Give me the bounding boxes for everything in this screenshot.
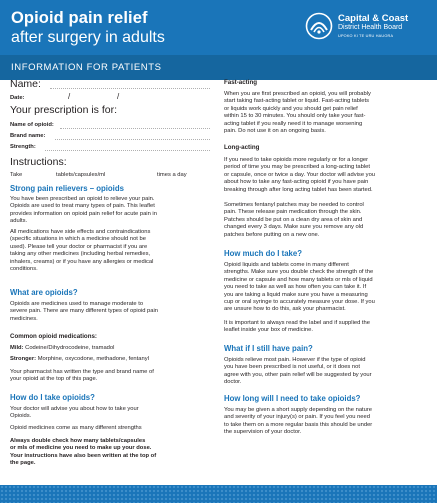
heading-long-acting: Long-acting <box>224 144 260 151</box>
brand-name-label: Brand name: <box>10 133 46 139</box>
text-line: acting tablet if you really need it to manage worsening <box>224 120 363 127</box>
text-line: the supervision of your doctor. <box>224 429 302 436</box>
heading-still-have-pain: What if I still have pain? <box>224 344 313 353</box>
heading-common-medications: Common opioid medications: <box>10 333 97 340</box>
text-line: All medications have side effects and contraindications <box>10 229 151 235</box>
text-line: you need to take as well as how often you can take it. If <box>224 284 367 291</box>
opioid-name-label: Name of opioid: <box>10 122 54 128</box>
logo-mark-icon <box>305 12 333 40</box>
text-line: start taking fast-acting tablet or liquid. Fast-acting tablets <box>224 98 369 105</box>
text-line: are unsure how to do this, ask your pharmacist. <box>224 306 346 313</box>
text-line: Opioids. <box>10 413 32 420</box>
name-line[interactable] <box>50 88 210 89</box>
text-line: Always double check how many tablets/capsules <box>10 438 146 444</box>
text-line: Opioids are medicines used to manage moderate to <box>10 301 144 307</box>
heading-how-to-take: How do I take opioids? <box>10 393 95 402</box>
text-line: you have been prescribed is not useful, or it does not <box>224 364 360 371</box>
right-paragraph-7 <box>224 407 372 437</box>
logo-line-1: Capital & Coast <box>338 13 409 24</box>
text-line: When you are first prescribed an opioid, you will probably <box>224 91 371 97</box>
text-line: adults. <box>10 218 28 225</box>
left-paragraph-7 <box>10 438 156 468</box>
mild-row <box>10 345 114 352</box>
dhb-logo <box>305 10 435 50</box>
heading-what-are-opioids: What are opioids? <box>10 288 78 297</box>
text-line: Opioid liquids and tablets come in many different <box>224 262 349 268</box>
text-line: It is important to always read the label and if supplied the <box>224 320 370 326</box>
text-line: conditions. <box>10 266 38 273</box>
take-label: Take <box>10 172 23 178</box>
strength-line[interactable] <box>45 150 210 151</box>
instructions-label: Instructions: <box>10 156 67 168</box>
text-line: Your pharmacist has written the type and brand name of <box>10 369 154 375</box>
text-line: Your doctor will advise you about how to take your <box>10 406 139 412</box>
text-line: and severity of your injury(s) or pain. If you feel you need <box>224 414 370 421</box>
heading-how-long: How long will I need to take opioids? <box>224 394 361 403</box>
footer-dot-pattern <box>0 485 437 503</box>
mild-label: Mild: <box>10 345 24 351</box>
right-paragraph-2 <box>224 157 375 194</box>
text-line: or mls of medicine you need to make up your dose. <box>10 445 152 452</box>
text-line: you are taking a liquid make sure you have a measuring <box>224 291 368 298</box>
text-line: inhalers, creams) or if you have any allergies or medical <box>10 258 154 265</box>
logo-line-3: UPOKO KI TE URU HAUORA <box>338 34 394 38</box>
times-label: times a day <box>157 172 187 178</box>
units-label: tablets/capsules/ml <box>56 172 106 178</box>
text-line: Opioids are used to treat many types of pain. This leaflet <box>10 203 155 210</box>
document-title: Opioid pain relief <box>11 9 148 27</box>
text-line: leaflet inside your box of medicine. <box>224 327 313 334</box>
text-line: patches before putting on a new one. <box>224 231 320 238</box>
stronger-row <box>10 356 149 363</box>
text-line: or liquids work quickly and you should get pain relief <box>224 105 358 112</box>
text-line: You have been prescribed an opioid to relieve your pain. <box>10 196 155 202</box>
text-line: cup or oral syringe to accurately measure your dose. If you <box>224 299 375 306</box>
text-line: medicine or capsule and how many tablets or mls of liquid <box>224 276 373 283</box>
text-line: You may be given a short supply depending on the nature <box>224 407 373 413</box>
heading-fast-acting: Fast-acting <box>224 79 258 86</box>
right-paragraph-1 <box>224 91 371 135</box>
text-line: your opioid at the top of this page. <box>10 376 98 383</box>
text-line: medicines. <box>10 315 38 322</box>
text-line: If you need to take opioids more regularly or for a longer <box>224 157 369 163</box>
logo-line-2: District Health Board <box>338 24 403 31</box>
left-paragraph-6: Opioid medicines come as many different strengths <box>10 425 142 431</box>
info-bar-text: INFORMATION FOR PATIENTS <box>11 62 162 73</box>
text-line: agree with you, other pain relief will be suggested by your <box>224 371 372 378</box>
opioid-name-line[interactable] <box>60 128 210 129</box>
brand-name-line[interactable] <box>55 139 210 140</box>
text-line: severe pain. There are many different types of opioid pain <box>10 308 159 315</box>
text-line: about how to take any fast-acting opioid if you have pain <box>224 179 369 186</box>
text-line: to take them on a more regular basis this should be under <box>224 421 373 428</box>
left-paragraph-4 <box>10 369 154 384</box>
text-line: Your instructions have also been written at the top of <box>10 452 157 459</box>
date-label: Date: <box>10 95 25 101</box>
name-label: Name: <box>10 78 41 90</box>
heading-strong-pain-relievers: Strong pain relievers – opioids <box>10 184 124 193</box>
mild-text: Codeine/Dihydrocodeine, tramadol <box>23 345 115 351</box>
left-paragraph-5 <box>10 406 139 421</box>
text-line: within 15 to 30 minutes. You should only take your fast- <box>224 113 366 120</box>
date-separator-1: / <box>68 92 71 101</box>
text-line: Opioids relieve most pain. However if the type of opioid <box>224 357 366 363</box>
text-line: (specific situations in which a medicine should not be <box>10 236 146 243</box>
right-paragraph-3 <box>224 202 364 239</box>
text-line: strengths. Make sure you double check the strength of the <box>224 269 374 276</box>
text-line: period of time you may be prescribed a long-acting tablet <box>224 164 370 171</box>
prescription-label: Your prescription is for: <box>10 104 117 116</box>
text-line: provides information on opioid pain relief for acute pain in <box>10 210 157 217</box>
text-line: doctor. <box>224 379 242 386</box>
text-line: pain. Do not use it on an ongoing basis. <box>224 128 326 135</box>
text-line: or capsule, once or twice a day. Your doctor will advise you <box>224 171 376 178</box>
right-paragraph-5 <box>224 320 370 335</box>
header-banner <box>0 0 437 80</box>
text-line: used). Please tell your doctor or pharmacist if you are <box>10 243 148 250</box>
document-subtitle: after surgery in adults <box>11 29 165 46</box>
text-line: Patches should be put on a clean dry area of skin and <box>224 216 363 223</box>
text-line: the page. <box>10 460 36 467</box>
right-paragraph-4 <box>224 262 375 314</box>
left-paragraph-2 <box>10 229 153 273</box>
heading-how-much: How much do I take? <box>224 249 302 258</box>
date-separator-2: / <box>117 92 120 101</box>
left-paragraph-1 <box>10 196 157 226</box>
text-line: pain. These release pain medication through the skin. <box>224 209 362 216</box>
stronger-text: Morphine, oxycodone, methadone, fentanyl <box>36 356 149 362</box>
text-line: Sometimes fentanyl patches may be needed to control <box>224 202 364 208</box>
text-line: changed every 3 days. Make sure you remove any old <box>224 224 364 231</box>
stronger-label: Stronger: <box>10 356 37 362</box>
left-paragraph-3 <box>10 301 158 323</box>
right-paragraph-6 <box>224 357 372 387</box>
strength-label: Strength: <box>10 144 36 150</box>
text-line: taking any other medicines (including herbal remedies, <box>10 251 151 258</box>
text-line: breaking through after long acting tablet has been started. <box>224 186 373 193</box>
